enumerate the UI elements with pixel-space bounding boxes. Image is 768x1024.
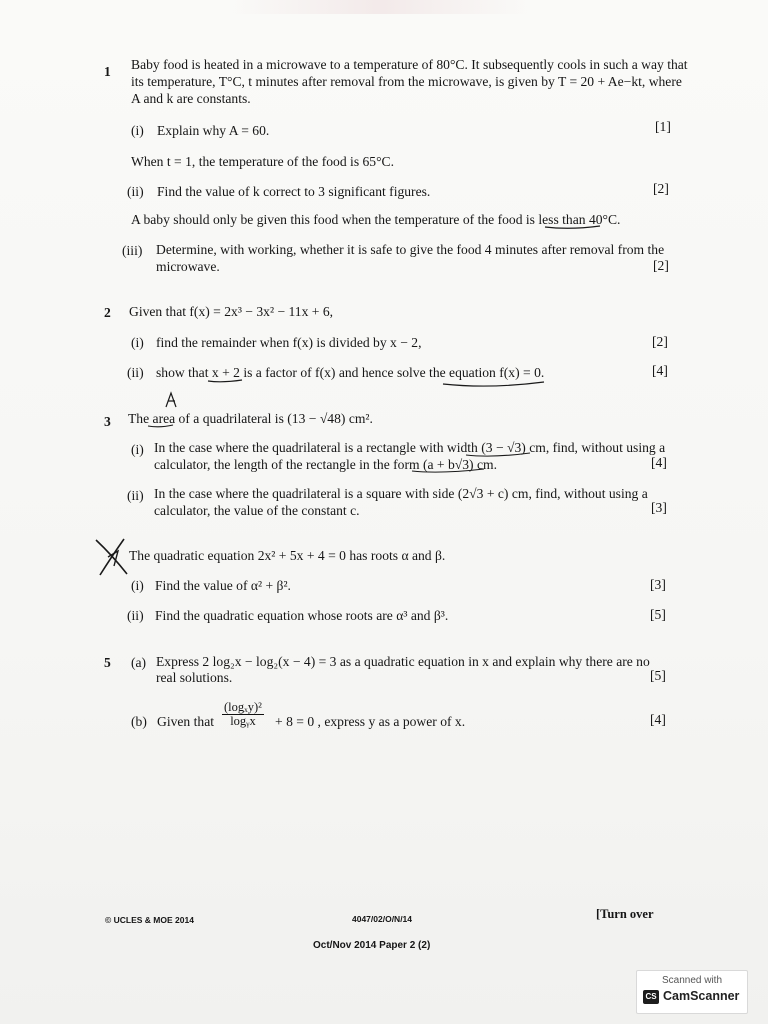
q2-part-i-marks: [2] xyxy=(652,334,668,349)
footer-turn-over: [Turn over xyxy=(596,907,654,921)
q5-part-b-marks: [4] xyxy=(650,712,666,727)
camscanner-logo-icon: CS xyxy=(643,990,659,1004)
q5-part-a-label: (a) xyxy=(131,655,147,670)
footer-paper-label: Oct/Nov 2014 Paper 2 (2) xyxy=(313,940,431,951)
q2-stem: Given that f(x) = 2x³ − 3x² − 11x + 6, xyxy=(129,304,334,319)
question-5-number: 5 xyxy=(104,655,111,670)
q3-part-ii-marks: [3] xyxy=(651,500,667,515)
q3-part-i-line1: In the case where the quadrilateral is a rectangle with width (3 − √3) cm, find, without using a xyxy=(154,440,666,455)
q1-stem-line1: Baby food is heated in a microwave to a temperature of 80°C. It subsequently cools in such a way that xyxy=(131,57,688,72)
q5-fraction-numerator: (logₓy)² xyxy=(224,700,262,714)
question-2-number: 2 xyxy=(104,305,111,320)
q1-part-i-marks: [1] xyxy=(655,119,671,134)
footer-code: 4047/02/O/N/14 xyxy=(352,914,413,924)
q1-part-iii-line1: Determine, with working, whether it is safe to give the food 4 minutes after removal from the xyxy=(156,242,665,257)
q2-part-i-text: find the remainder when f(x) is divided by x − 2, xyxy=(156,335,422,350)
ink-digit-4 xyxy=(108,551,118,566)
q1-stem-line2: its temperature, T°C, t minutes after removal from the microwave, is given by T = 20 + Ae−kt, where xyxy=(131,74,682,89)
q3-part-i-marks: [4] xyxy=(651,455,667,470)
q5-part-b-label: (b) xyxy=(131,714,147,729)
q3-part-ii-line2: calculator, the value of the constant c. xyxy=(154,503,360,518)
ink-underline-equation xyxy=(443,382,544,386)
question-1-number: 1 xyxy=(104,64,111,79)
q5-part-a-line2: real solutions. xyxy=(156,670,233,685)
q3-stem: The area of a quadrilateral is (13 − √48) cm². xyxy=(128,411,373,426)
q4-part-ii-marks: [5] xyxy=(650,607,666,622)
q5-part-a-marks: [5] xyxy=(650,668,666,683)
scan-smudge xyxy=(230,0,530,14)
q4-stem: The quadratic equation 2x² + 5x + 4 = 0 has roots α and β. xyxy=(129,548,446,563)
q3-part-i-line2: calculator, the length of the rectangle in the form (a + b√3) cm. xyxy=(154,457,497,472)
q4-part-ii-label: (ii) xyxy=(127,608,144,623)
q4-part-i-text: Find the value of α² + β². xyxy=(155,578,291,593)
q4-part-ii-text: Find the quadratic equation whose roots are α³ and β³. xyxy=(155,608,449,623)
ink-cross-stroke-1 xyxy=(96,540,127,574)
q1-part-iii-line2: microwave. xyxy=(156,259,220,274)
q1-stem-line3: A and k are constants. xyxy=(131,91,251,106)
q2-part-ii-text: show that x + 2 is a factor of f(x) and hence solve the equation f(x) = 0. xyxy=(156,365,545,380)
ink-letter-a xyxy=(166,393,176,407)
q1-part-ii-marks: [2] xyxy=(653,181,669,196)
q5-part-b-fraction xyxy=(222,701,264,728)
q1-part-iii-marks: [2] xyxy=(653,258,669,273)
watermark-scanned-with: Scanned with xyxy=(661,975,723,986)
q1-part-ii-label: (ii) xyxy=(127,184,144,199)
q5-part-a-line1: Express 2 log₂x − log₂(x − 4) = 3 as a quadratic equation in x and explain why there are no xyxy=(156,654,650,669)
q1-part-i-label: (i) xyxy=(131,123,144,138)
q1-part-iii-label: (iii) xyxy=(122,243,143,258)
ink-cross-stroke-2 xyxy=(100,539,124,575)
q2-part-i-label: (i) xyxy=(131,335,144,350)
q5-part-b-prefix: Given that xyxy=(157,714,215,729)
q3-part-ii-line1: In the case where the quadrilateral is a square with side (2√3 + c) cm, find, without using a xyxy=(154,486,648,501)
q4-part-i-label: (i) xyxy=(131,578,144,593)
q1-part-ii-text: Find the value of k correct to 3 significant figures. xyxy=(157,184,431,199)
q1-part-i-text: Explain why A = 60. xyxy=(157,123,270,138)
footer-copyright: © UCLES & MOE 2014 xyxy=(105,915,194,925)
question-3-number: 3 xyxy=(104,414,111,429)
camscanner-watermark xyxy=(636,970,748,1014)
q2-part-ii-label: (ii) xyxy=(127,365,144,380)
q5-fraction-denominator: logᵧx xyxy=(230,714,256,728)
q5-part-b-suffix: + 8 = 0 , express y as a power of x. xyxy=(275,714,466,729)
q4-part-i-marks: [3] xyxy=(650,577,666,592)
q2-part-ii-marks: [4] xyxy=(652,363,668,378)
q1-info1: When t = 1, the temperature of the food is 65°C. xyxy=(131,154,395,169)
watermark-brand: CamScanner xyxy=(663,989,740,1003)
q1-info2: A baby should only be given this food when the temperature of the food is less than 40°C. xyxy=(131,212,621,227)
q3-part-ii-label: (ii) xyxy=(127,488,144,503)
q3-part-i-label: (i) xyxy=(131,442,144,457)
